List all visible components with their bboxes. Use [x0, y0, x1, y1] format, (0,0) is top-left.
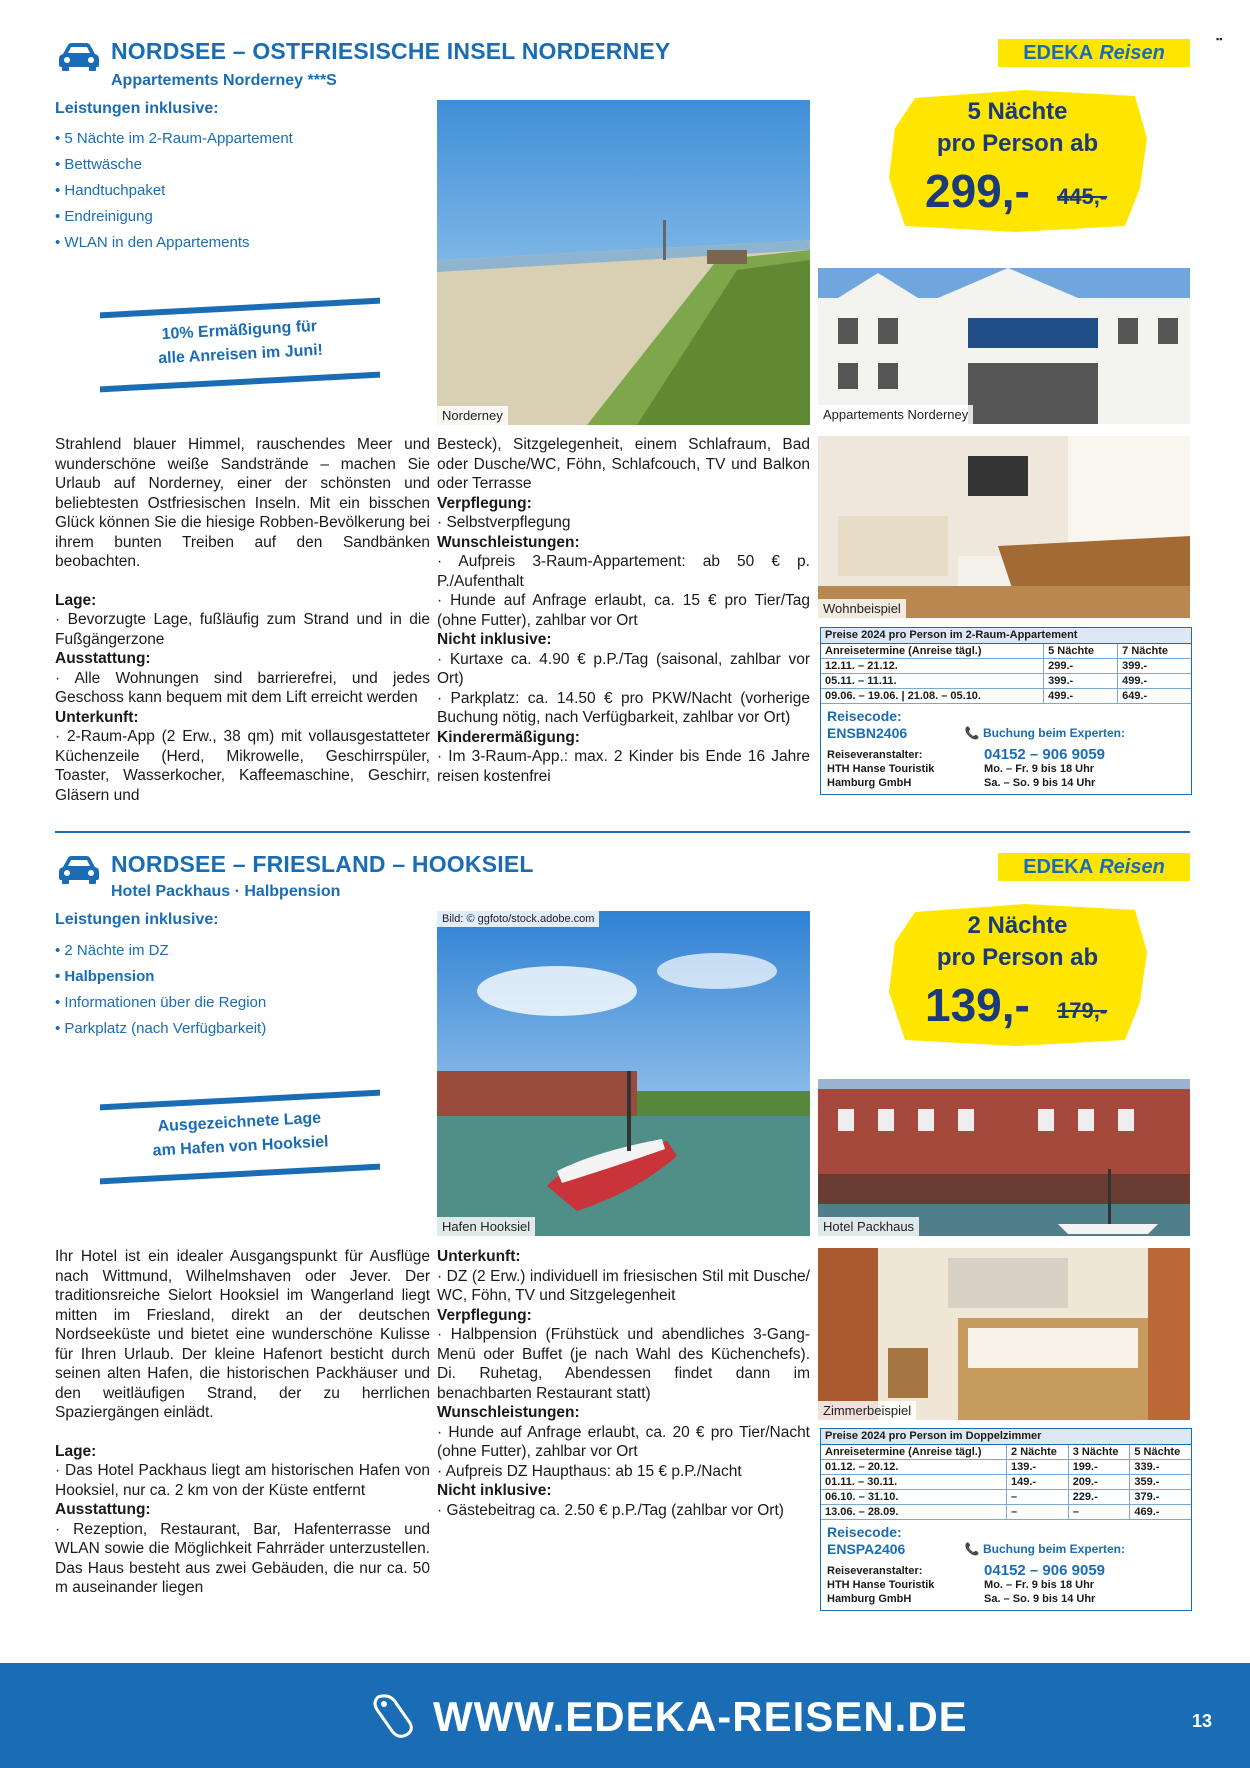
inclusion-item: • 2 Nächte im DZ — [55, 942, 169, 959]
table-cell: 399.- — [1118, 658, 1191, 673]
table-cell: 149.- — [1007, 1474, 1069, 1489]
section-heading: Unterkunft: — [55, 708, 139, 726]
table-header: 2 Nächte — [1007, 1444, 1069, 1459]
photo-hafen-hooksiel — [437, 911, 810, 1236]
old-price: 179,- — [1057, 998, 1108, 1023]
travel-code: ENSPA2406 — [827, 1540, 906, 1557]
description-column-2 — [437, 1247, 810, 1520]
paragraph: · Das Hotel Packhaus liegt am historischen Hafen von Hooksiel, nur ca. 2 km von der Küste entfernt — [55, 1462, 430, 1499]
table-cell: 299.- — [1044, 658, 1118, 673]
section-heading: Ausstattung: — [55, 1501, 151, 1518]
table-header: Anreisetermine (Anreise tägl.) — [821, 643, 1044, 658]
table-cell: 359.- — [1130, 1474, 1191, 1489]
flag-icon: ▪▪ — [1216, 34, 1223, 44]
photo-credit: Bild: © ggfoto/stock.adobe.com — [437, 911, 599, 927]
car-icon — [57, 40, 101, 72]
table-row — [821, 1504, 1191, 1519]
table-row — [821, 673, 1191, 688]
paragraph: Ihr Hotel ist ein idealer Ausgangspunkt für Ausflüge nach Wittmund, Wilhelmshaven oder Jever. Der traditionsreiche Sielort Hooksiel im Wangerland liegt mitten im Friesland, direkt an der deutschen Nordseeküste und bietet eine wunderschöne Kulisse für Ihren Urlaub. Der kleine Hafenort besticht durch seinen alten Hafen, die historischen Packhäuser und den weitläufigen Strand, der zu herrlichen Spaziergängen einlädt. — [55, 1248, 430, 1421]
price-burst: 2 Nächte pro Person ab 139,- 179,- — [885, 902, 1150, 1047]
phone-number[interactable]: 04152 – 906 9059 — [984, 745, 1105, 763]
paragraph: · Rezeption, Restaurant, Bar, Hafenterrasse und WLAN sowie die Möglichkeit Fahrräder unterzustellen. Das Haus besteht aus zwei Gebäuden, die nur ca. 50 m auseinander liegen — [55, 1520, 430, 1596]
phone-number[interactable]: 04152 – 906 9059 — [984, 1561, 1105, 1579]
booking-hotline-label: 📞 Buchung beim Experten: — [964, 1541, 1125, 1556]
section-heading: Wunschleistungen: — [437, 533, 580, 551]
section-heading: Kinderermäßigung: — [437, 728, 580, 746]
photo-norderney-beach — [437, 100, 810, 425]
inclusion-item: • Endreinigung — [55, 208, 153, 225]
paragraph: · Hunde auf Anfrage erlaubt, ca. 20 € pro Tier/Nacht (ohne Futter), zahlbar vor Ort — [437, 1423, 810, 1460]
inclusion-item: • WLAN in den Appartements — [55, 234, 250, 251]
section-divider — [55, 831, 1190, 833]
table-cell: 13.06. – 28.09. — [821, 1504, 1007, 1519]
caption-zimmerbeispiel: Zimmerbeispiel — [818, 1401, 916, 1420]
table-row — [821, 658, 1191, 673]
table-header: 3 Nächte — [1068, 1444, 1130, 1459]
inclusion-item: • Halbpension — [55, 968, 155, 985]
caption-hafen-hooksiel: Hafen Hooksiel — [437, 1217, 535, 1236]
car-icon — [57, 853, 101, 885]
section-heading: Nicht inklusive: — [437, 1482, 552, 1499]
price-burst: 5 Nächte pro Person ab 299,- 445,- — [885, 88, 1150, 233]
table-cell: 01.11. – 30.11. — [821, 1474, 1007, 1489]
table-cell: 499.- — [1044, 688, 1118, 703]
paragraph: Besteck), Sitzgelegenheit, einem Schlafraum, Bad oder Dusche/WC, Föhn, Schlafcouch, TV und Balkon oder Terrasse — [437, 436, 810, 492]
paragraph: · Aufpreis 3-Raum-Appartement: ab 50 € p. P./Aufenthalt — [437, 553, 810, 590]
paragraph: · 2-Raum-App (2 Erw., 38 qm) mit vollausgestatteter Küchenzeile (Herd, Mikrowelle, Geschirrspüler, Toaster, Wasserkocher, Kaffeemaschine, Geschirr, Gläsern und — [55, 728, 430, 804]
paragraph: · Gästebeitrag ca. 2.50 € p.P./Tag (zahlbar vor Ort) — [437, 1501, 784, 1519]
caption-norderney: Norderney — [437, 406, 508, 425]
table-cell: 139.- — [1007, 1459, 1069, 1474]
footer — [0, 1663, 1250, 1768]
booking-hotline-label: 📞 Buchung beim Experten: — [964, 725, 1125, 740]
inclusion-item: • Bettwäsche — [55, 156, 142, 173]
tag-icon — [370, 1691, 420, 1741]
section-heading: Verpflegung: — [437, 494, 532, 512]
table-row — [821, 1459, 1191, 1474]
table-cell: 469.- — [1130, 1504, 1191, 1519]
offer-title: NORDSEE – FRIESLAND – HOOKSIEL — [111, 851, 534, 877]
photo-zimmerbeispiel — [818, 1248, 1190, 1420]
inclusion-item: • Informationen über die Region — [55, 994, 267, 1011]
inclusion-item: • 5 Nächte im 2-Raum-Appartement — [55, 130, 293, 147]
table-cell: 649.- — [1118, 688, 1191, 703]
table-cell: 339.- — [1130, 1459, 1191, 1474]
paragraph: · Selbstverpflegung — [437, 514, 571, 531]
discount-banner: 10% Ermäßigung für alle Anreisen im Juni! — [100, 305, 380, 385]
table-row — [821, 1474, 1191, 1489]
table-cell: – — [1007, 1489, 1069, 1504]
photo-wohnbeispiel — [818, 436, 1190, 618]
travel-code: ENSBN2406 — [827, 724, 908, 741]
table-cell: – — [1068, 1504, 1130, 1519]
old-price: 445,- — [1057, 184, 1108, 209]
page-number: 13 — [1192, 1711, 1213, 1731]
price-table-caption: Preise 2024 pro Person im Doppelzimmer — [821, 1429, 1191, 1444]
phone-icon: 📞 — [964, 725, 980, 740]
paragraph: · Hunde auf Anfrage erlaubt, ca. 15 € pro Tier/Tag (ohne Futter), zahlbar vor Ort — [437, 592, 810, 629]
table-cell: 399.- — [1044, 673, 1118, 688]
table-row — [821, 1489, 1191, 1504]
paragraph: · Parkplatz: ca. 14.50 € pro PKW/Nacht (vorherige Buchung nötig, nach Verfügbarkeit, zahlbar vor Ort) — [437, 689, 810, 726]
inclusions-list — [55, 126, 293, 256]
table-row — [821, 688, 1191, 703]
table-cell: 209.- — [1068, 1474, 1130, 1489]
inclusion-item: • Handtuchpaket — [55, 182, 166, 199]
description-column-1 — [55, 435, 430, 805]
paragraph: · Alle Wohnungen sind barrierefrei, und jedes Geschoss kann bequem mit dem Lift erreicht werden — [55, 669, 430, 706]
photo-appartements — [818, 268, 1190, 424]
table-cell: 12.11. – 21.12. — [821, 658, 1044, 673]
offer-subtitle: Hotel Packhaus · Halbpension — [111, 883, 341, 900]
inclusions-heading: Leistungen inklusive: — [55, 100, 219, 117]
price-table-caption: Preise 2024 pro Person im 2-Raum-Appartement — [821, 628, 1191, 643]
section-heading: Lage: — [55, 591, 97, 609]
offer-title: NORDSEE – OSTFRIESISCHE INSEL NORDERNEY — [111, 38, 671, 64]
table-header: Anreisetermine (Anreise tägl.) — [821, 1444, 1007, 1459]
section-heading: Ausstattung: — [55, 650, 151, 667]
paragraph: · Im 3-Raum-App.: max. 2 Kinder bis Ende 16 Jahre reisen kostenfrei — [437, 748, 810, 785]
paragraph: · Bevorzugte Lage, fußläufig zum Strand und in die Fußgängerzone — [55, 611, 430, 648]
price-table: Preise 2024 pro Person im Doppelzimmer Anreisetermine (Anreise tägl.) 2 Nächte 3 Nächte 5 Nächte 01.12. – 20.12. 139.- 199.- 339.- 01.11. – 30.11. 149.- 209.- 359.- 06.10. – 31.10. – 229.- 379.- 13.06. – 28.09. – – 469.- Reisecode: ENSPA2406 📞 Buchung beim Experten: Reiseveranstalter: HTH Hanse Touristik Hamburg GmbH 04152 – 906 9059 Mo. – Fr. 9 bis 18 Uhr Sa. – So. 9 bis 14 Uhr — [820, 1428, 1192, 1611]
paragraph: · Kurtaxe ca. 4.90 € p.P./Tag (saisonal, zahlbar vor Ort) — [437, 650, 810, 687]
table-cell: 05.11. – 11.11. — [821, 673, 1044, 688]
paragraph: Strahlend blauer Himmel, rauschendes Meer und wunderschöne weiße Sandstrände – machen Sie Urlaub auf Norderney, einer der schönsten und beliebtesten Ostfriesischen Inseln. Mit ein bisschen Glück können Sie die hiesige Robben-Bevölkerung bei ihrem bunten Treiben auf den Sandbänken beobachten. — [55, 436, 430, 570]
table-cell: 06.10. – 31.10. — [821, 1489, 1007, 1504]
photo-hotel-packhaus — [818, 1079, 1190, 1236]
table-cell: 379.- — [1130, 1489, 1191, 1504]
caption-hotel-packhaus: Hotel Packhaus — [818, 1217, 919, 1236]
edeka-reisen-logo: EDEKA Reisen — [998, 853, 1190, 881]
table-cell: 09.06. – 19.06. | 21.08. – 05.10. — [821, 688, 1044, 703]
section-heading: Wunschleistungen: — [437, 1404, 580, 1421]
section-heading: Lage: — [55, 1442, 97, 1460]
caption-appartements: Appartements Norderney — [818, 405, 973, 424]
current-price: 139,- — [925, 979, 1030, 1031]
inclusions-list — [55, 938, 266, 1042]
paragraph: · DZ (2 Erw.) individuell im friesischen Stil mit Dusche/ WC, Föhn, TV und Sitzgelegenheit — [437, 1267, 810, 1304]
table-cell: 229.- — [1068, 1489, 1130, 1504]
offer-subtitle: Appartements Norderney ***S — [111, 72, 337, 89]
description-column-1 — [55, 1247, 430, 1598]
section-heading: Verpflegung: — [437, 1306, 532, 1324]
caption-wohnbeispiel: Wohnbeispiel — [818, 599, 906, 618]
edeka-reisen-logo: EDEKA Reisen — [998, 39, 1190, 67]
price-table: Preise 2024 pro Person im 2-Raum-Appartement Anreisetermine (Anreise tägl.) 5 Nächte 7 Nächte 12.11. – 21.12. 299.- 399.- 05.11. – 11.11. 399.- 499.- 09.06. – 19.06. | 21.08. – 05.10. 499.- 649.- Reisecode: ENSBN2406 📞 Buchung beim Experten: Reiseveranstalter: HTH Hanse Touristik Hamburg GmbH 04152 – 906 9059 Mo. – Fr. 9 bis 18 Uhr Sa. – So. 9 bis 14 Uhr — [820, 627, 1192, 795]
table-cell: 199.- — [1068, 1459, 1130, 1474]
section-heading: Nicht inklusive: — [437, 631, 552, 648]
table-header: 5 Nächte — [1044, 643, 1118, 658]
inclusions-heading: Leistungen inklusive: — [55, 911, 219, 928]
section-heading: Unterkunft: — [437, 1248, 521, 1265]
table-cell: – — [1007, 1504, 1069, 1519]
table-header: 7 Nächte — [1118, 643, 1191, 658]
table-header: 5 Nächte — [1130, 1444, 1191, 1459]
website-link[interactable]: WWW.EDEKA-REISEN.DE — [433, 1693, 968, 1740]
paragraph: · Aufpreis DZ Haupthaus: ab 15 € p.P./Nacht — [437, 1462, 742, 1480]
inclusion-item: • Parkplatz (nach Verfügbarkeit) — [55, 1020, 267, 1037]
description-column-2 — [437, 435, 810, 786]
current-price: 299,- — [925, 165, 1030, 217]
table-cell: 499.- — [1118, 673, 1191, 688]
phone-icon: 📞 — [964, 1541, 980, 1556]
location-banner: Ausgezeichnete Lage am Hafen von Hooksiel — [100, 1097, 380, 1177]
table-cell: 01.12. – 20.12. — [821, 1459, 1007, 1474]
paragraph: · Halbpension (Frühstück und abendliches 3-Gang-Menü oder Buffet (je nach Wahl des Küchenchefs). Di. Ruhetag, Abendessen findet dann im benachbarten Restaurant statt) — [437, 1326, 810, 1402]
